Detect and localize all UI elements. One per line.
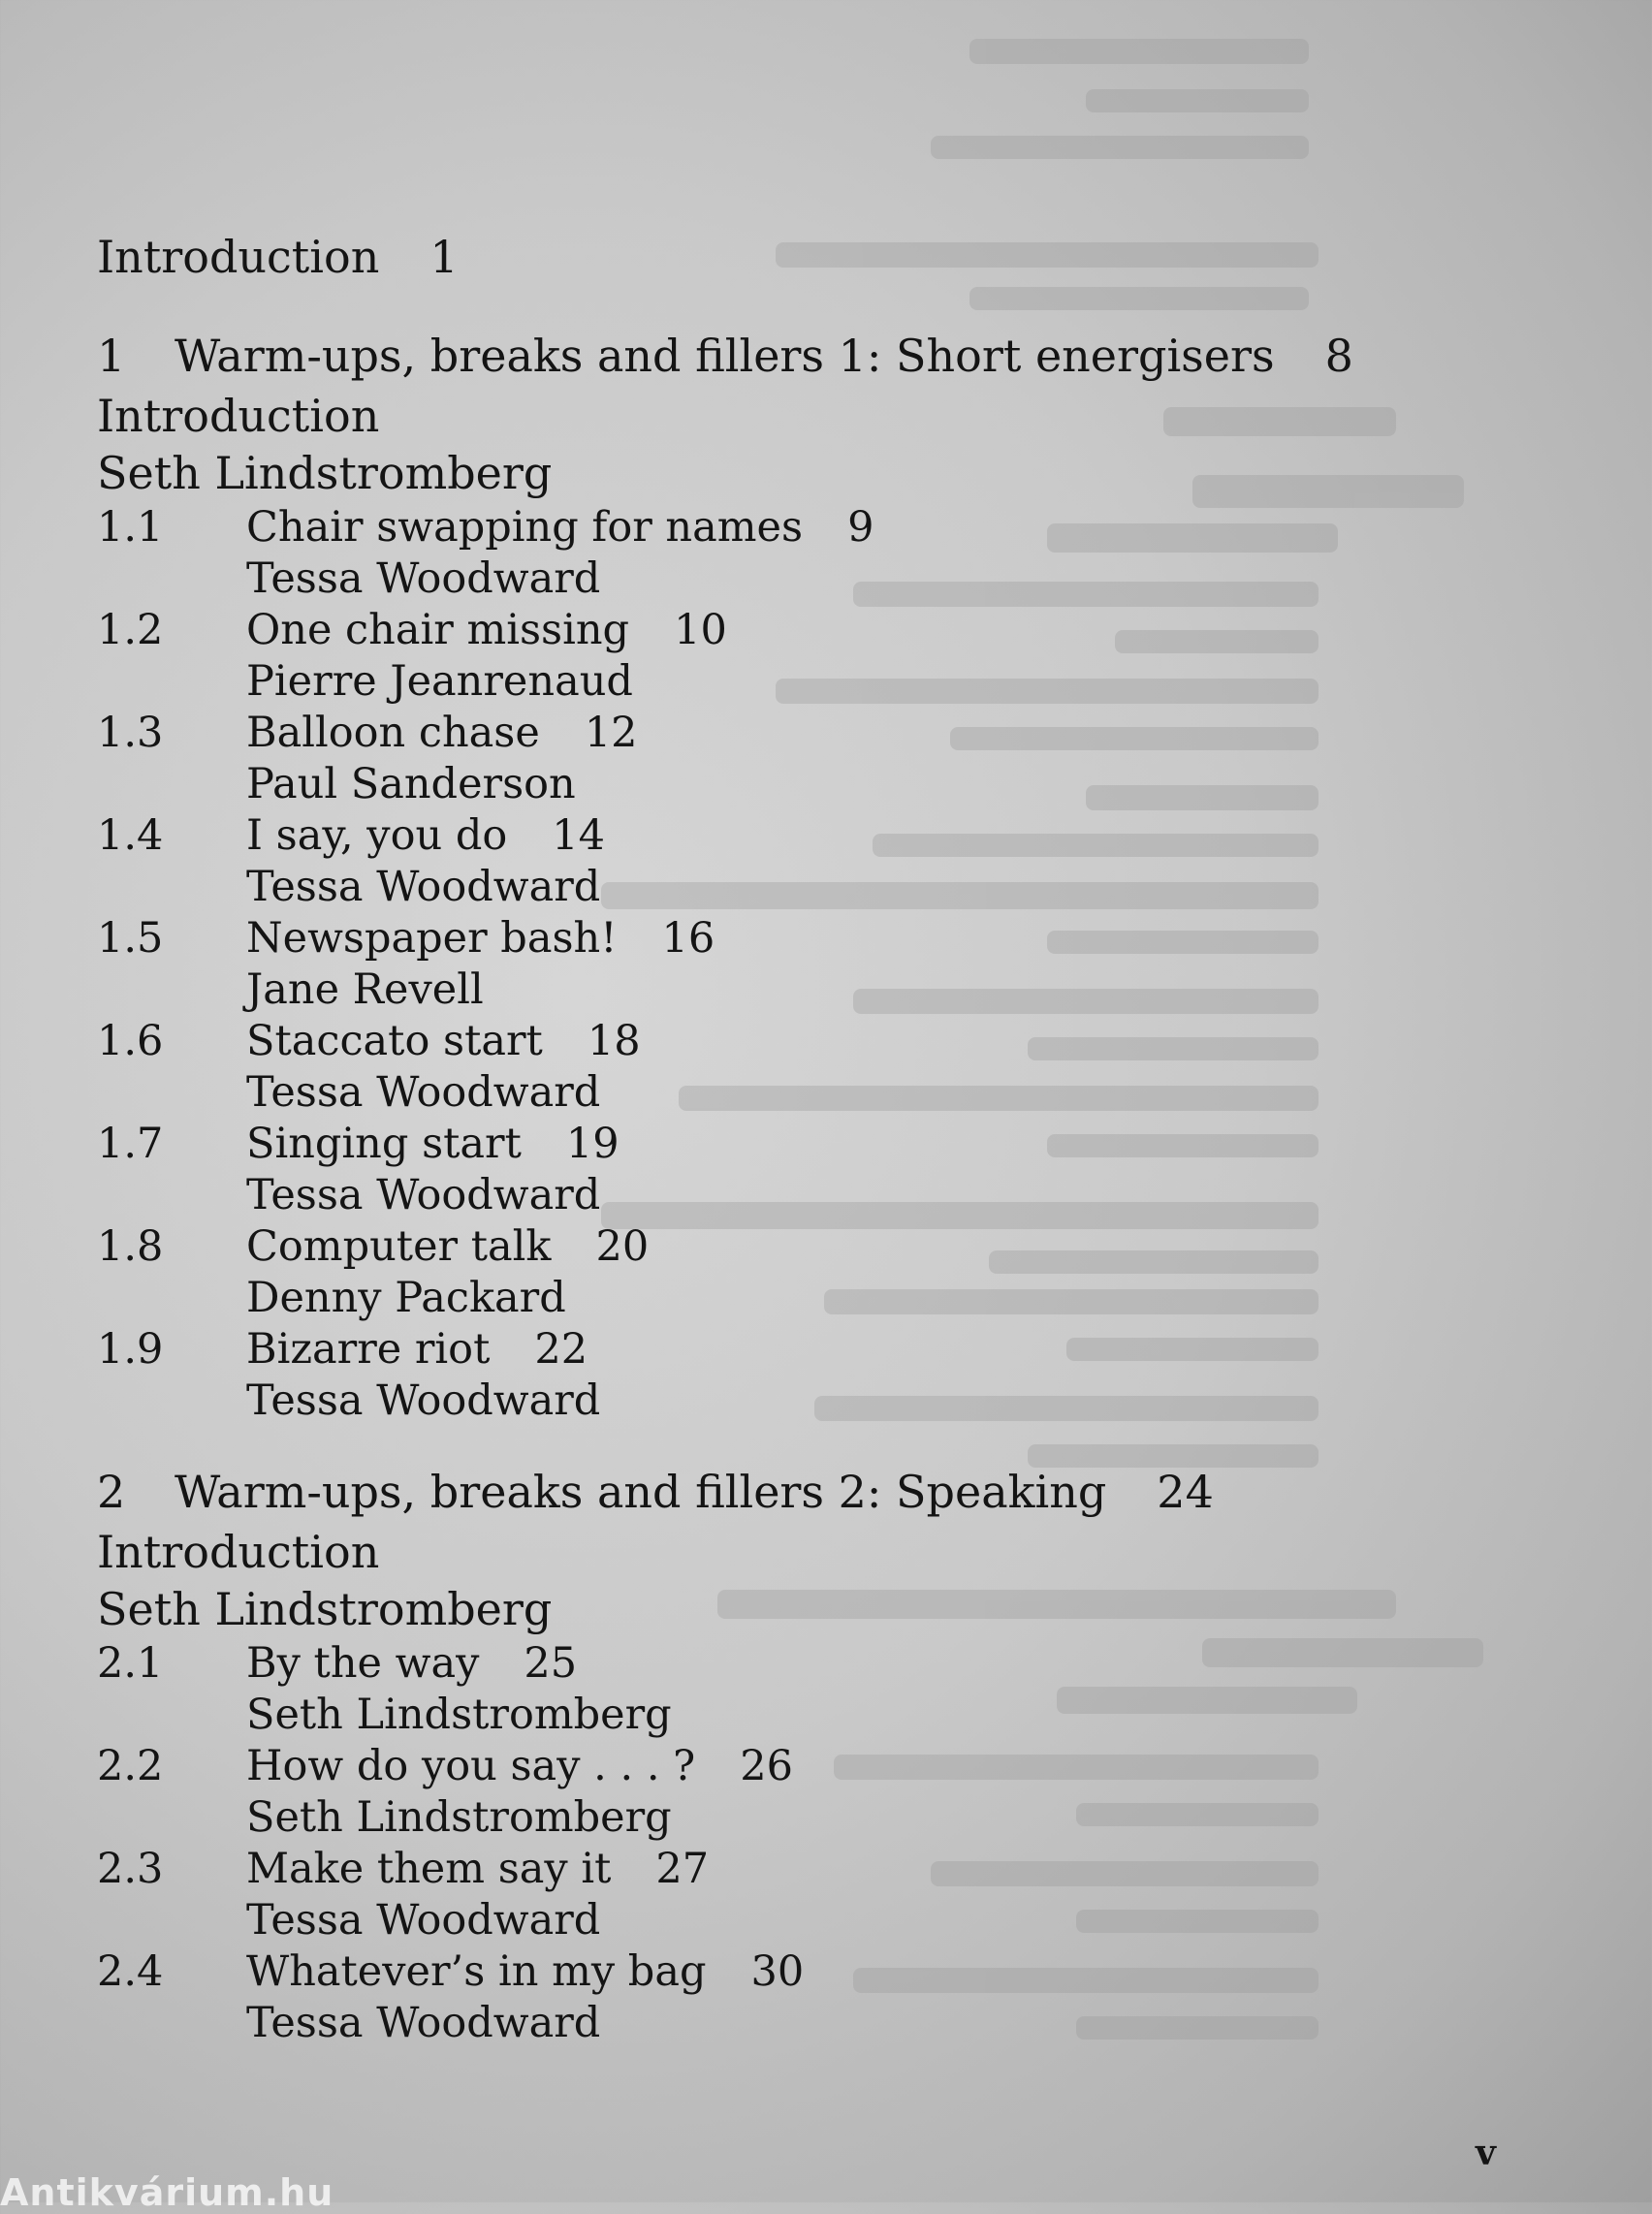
- entry-author: Tessa Woodward: [246, 1999, 601, 2047]
- entry-number: 1.9: [97, 1325, 164, 1374]
- entry-page-number: 27: [655, 1845, 710, 1893]
- entry-number: 1.2: [97, 606, 164, 654]
- toc-entry[interactable]: [97, 605, 1454, 708]
- toc-entry[interactable]: [97, 708, 1454, 810]
- page-folio-number: v: [1476, 2133, 1496, 2173]
- entry-number: 1.1: [97, 503, 164, 552]
- toc-entry[interactable]: [97, 1946, 1454, 2049]
- toc-entry[interactable]: [97, 913, 1454, 1016]
- chapter-introduction-label[interactable]: Introduction: [97, 1526, 380, 1578]
- entry-page-number: 14: [552, 811, 605, 860]
- entry-page-number: 16: [661, 914, 715, 963]
- chapter-title: Warm-ups, breaks and fillers 1: Short energisers: [175, 330, 1275, 382]
- entry-page-number: 19: [565, 1120, 620, 1168]
- entry-author: Tessa Woodward: [246, 1068, 601, 1117]
- introduction-page-number: 1: [429, 231, 459, 283]
- entry-page-number: 22: [534, 1325, 588, 1374]
- toc-entry[interactable]: [97, 1741, 1454, 1844]
- entry-number: 1.8: [97, 1222, 164, 1271]
- entry-author: Tessa Woodward: [246, 863, 601, 911]
- entry-title: Chair swapping for names: [246, 503, 804, 552]
- entry-title: How do you say . . . ?: [246, 1742, 696, 1790]
- toc-entry[interactable]: [97, 502, 1454, 605]
- entry-title: Newspaper bash!: [246, 914, 618, 963]
- chapter-title: Warm-ups, breaks and fillers 2: Speaking: [175, 1466, 1107, 1518]
- entry-number: 2.4: [97, 1947, 164, 1996]
- chapter-1: [97, 324, 1454, 1427]
- toc-introduction[interactable]: [97, 223, 1454, 291]
- entry-number: 1.7: [97, 1120, 164, 1168]
- entry-title: Make them say it: [246, 1845, 612, 1893]
- entry-title: Balloon chase: [246, 709, 540, 757]
- entry-title: Computer talk: [246, 1222, 552, 1271]
- entry-title: Staccato start: [246, 1017, 543, 1065]
- toc-entry[interactable]: [97, 810, 1454, 913]
- chapter-introduction-author: Seth Lindstromberg: [97, 447, 553, 499]
- entry-number: 2.2: [97, 1742, 164, 1790]
- table-of-contents: [97, 223, 1454, 2049]
- entry-page-number: 9: [847, 503, 874, 552]
- chapter-2: [97, 1460, 1454, 2049]
- entry-number: 1.3: [97, 709, 164, 757]
- entry-title: I say, you do: [246, 811, 508, 860]
- entry-author: Tessa Woodward: [246, 1896, 601, 1945]
- toc-entry[interactable]: [97, 1844, 1454, 1946]
- entry-page-number: 12: [584, 709, 638, 757]
- entry-page-number: 10: [674, 606, 727, 654]
- entry-page-number: 26: [740, 1742, 793, 1790]
- entry-title: Bizarre riot: [246, 1325, 491, 1374]
- chapter-number: 1: [97, 330, 126, 382]
- entry-number: 2.3: [97, 1845, 164, 1893]
- chapter-heading[interactable]: [97, 324, 1454, 388]
- entry-page-number: 30: [750, 1947, 805, 1996]
- entry-page-number: 18: [587, 1017, 641, 1065]
- introduction-title: Introduction: [97, 231, 380, 283]
- entry-author: Jane Revell: [246, 965, 484, 1014]
- toc-entry[interactable]: [97, 1324, 1454, 1427]
- entry-author: Tessa Woodward: [246, 1376, 601, 1425]
- entry-author: Pierre Jeanrenaud: [246, 657, 633, 706]
- watermark: Antikvárium.hu: [0, 2171, 334, 2214]
- entry-author: Paul Sanderson: [246, 760, 576, 808]
- toc-entry[interactable]: [97, 1221, 1454, 1324]
- chapter-page-number: 8: [1324, 330, 1353, 382]
- entry-title: One chair missing: [246, 606, 630, 654]
- chapter-number: 2: [97, 1466, 126, 1518]
- entry-page-number: 20: [595, 1222, 650, 1271]
- chapter-introduction-label[interactable]: Introduction: [97, 390, 380, 442]
- chapter-heading[interactable]: [97, 1460, 1454, 1524]
- entry-author: Tessa Woodward: [246, 554, 601, 603]
- toc-entry[interactable]: [97, 1638, 1454, 1741]
- chapter-page-number: 24: [1157, 1466, 1214, 1518]
- entry-title: By the way: [246, 1639, 480, 1688]
- toc-entry[interactable]: [97, 1119, 1454, 1221]
- entry-page-number: 25: [524, 1639, 578, 1688]
- entry-number: 1.5: [97, 914, 164, 963]
- entry-title: Singing start: [246, 1120, 522, 1168]
- entry-number: 1.4: [97, 811, 164, 860]
- entry-number: 1.6: [97, 1017, 164, 1065]
- entry-title: Whatever’s in my bag: [246, 1947, 707, 1996]
- chapter-introduction-author: Seth Lindstromberg: [97, 1583, 553, 1635]
- entry-author: Denny Packard: [246, 1274, 566, 1322]
- entry-author: Seth Lindstromberg: [246, 1691, 672, 1739]
- entry-author: Tessa Woodward: [246, 1171, 601, 1219]
- entry-author: Seth Lindstromberg: [246, 1793, 672, 1842]
- toc-entry[interactable]: [97, 1016, 1454, 1119]
- entry-number: 2.1: [97, 1639, 164, 1688]
